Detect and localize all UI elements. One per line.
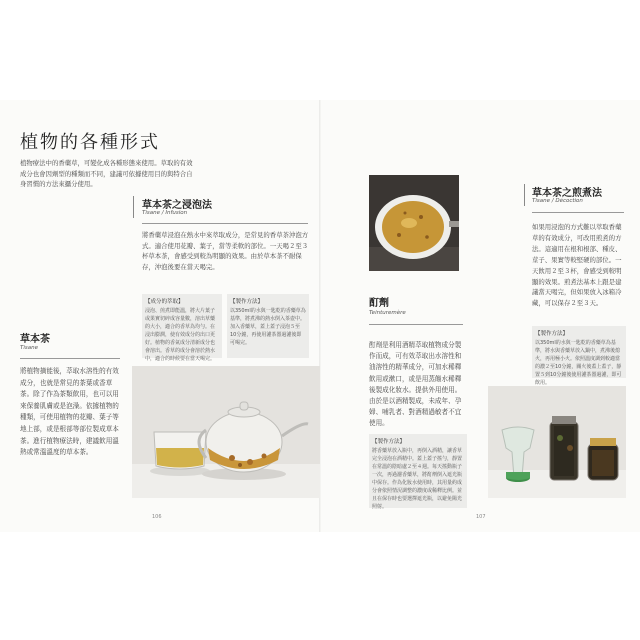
decoction-title: 草本茶之煎煮法 (532, 188, 602, 199)
infusion-box1-text: 浸泡、煎煮即能溫，將大片葉子或果實切碎成容量數，溶出草藥的大小，適合的香草為均勻。在浸出膨潤，使有效成分的出口更好。植物的香氣成分清新成分也會溶出。香草的成分會溶於熱水中，適合的時候要在當天喝完。 (145, 308, 216, 362)
tincture-box-text: 將香藥草放入瓶中，再倒入酒精，讓香草完全浸泡在酒精中。蓋上蓋子搖勻，靜置在常溫的陰暗處２至４週。每天搖動瓶子一次，再過濾香藥草，將酊劑倒入遮光瓶中保存。作為化妝水使用時，其用量約成分會依照情況調整的濃度或稀釋比例。並且在保存時也要選擇遮光瓶，以避免陽光照射。 (372, 448, 463, 510)
infusion-subtitle: Tisane / Infusion (142, 210, 188, 216)
decoction-method-box (532, 326, 626, 386)
infusion-title: 草本茶之浸泡法 (142, 200, 212, 211)
infusion-box1-title: 【成分的萃取】 (145, 299, 184, 305)
tincture-jars-photo (488, 386, 626, 498)
tisane-title: 草本茶 (20, 334, 50, 345)
page-number-right: 107 (476, 514, 486, 520)
decoction-pot-photo (369, 175, 459, 271)
decoction-divider (532, 212, 624, 213)
infusion-box2-text: 以350ml的水與一匙乾的香藥草為基準，將煮沸的熱水倒入茶壺中。加入香藥草，蓋上蓋子浸泡５至10分鐘，再使用濾茶器過濾後即可喝完。 (230, 308, 306, 346)
infusion-extraction-box (142, 294, 222, 362)
tincture-box-title: 【製作方法】 (372, 439, 406, 445)
tincture-divider (369, 324, 463, 325)
tisane-body: 將植物摘能後，萃取水溶性的有效成分，也就是常見的茶葉或香草茶。除了作為茶類飲用，也可以用來保養肌膚或是泡澡。依據植物的種類，可使用植物的花瓣、葉子等地上部，或是根部等部位製成草本茶。進行植物療法時，建議飲用溫熱或常溫溫度的草本茶。 (20, 367, 119, 457)
infusion-body: 將香藥草浸泡在熱水中來萃取成分，是常見的香草茶沖泡方式。適合使用花瓣、葉子，當等柔軟的部位。一天喝２至３杯草本茶，會感受到較為明顯的效果。由於草本茶不耐保存，沖泡後要在當天喝完。 (142, 231, 309, 271)
decoction-box-text: 以350ml的水與一匙乾的香藥草為基準，將水與香藥草放入鍋中，煮沸後熄火，再用極小火。依照溫度調到較適當的濃２至10分鐘，關火後蓋上蓋子，靜置５到10分鐘後使用濾茶器過濾，即可飲用。 (535, 340, 622, 386)
infusion-divider (142, 223, 308, 224)
tincture-method-box (369, 434, 467, 508)
page-number-left: 106 (152, 514, 162, 520)
decoction-box-title: 【製作方法】 (535, 331, 569, 337)
tincture-subtitle: Teinturemère (369, 310, 406, 316)
teapot-photo (132, 366, 320, 498)
decoction-body: 如果用浸泡的方式難以萃取香藥草的有效成分，可改用煎煮的方法。這適用在根和根部、種皮、莖子、果實等較堅硬的部位。一天飲用２至３杯，會感受到較明顯的效果。煎煮法基本上跟是建議當天喝完，但如果放入冰箱冷藏，可以保存２至３天。 (532, 223, 622, 308)
intro-text: 植物療法中的香藥草，可變化成各種形態來使用。草取的有效成分也會因劑型的種類而不同，建議可依據使用目的與特合自身習慣的方法來攝分使用。 (20, 159, 193, 188)
tisane-divider (20, 358, 120, 359)
infusion-method-box (227, 294, 309, 358)
infusion-box2-title: 【製作方法】 (230, 299, 264, 305)
page-title: 植物的各種形式 (20, 132, 160, 153)
infusion-title-rule (133, 196, 134, 218)
tisane-subtitle: Tisane (20, 345, 38, 351)
tincture-body: 酊劑是利用酒精萃取植物成分製作而成，可有效萃取出水溶性和油溶性的精華成分，可加水稀釋飲用或漱口，或是用蒸餾水稀釋後製成化妝水。提供外用使用。由於是以酒精製成，未成年、孕婦、哺乳者、對酒精過敏者不宜使用。 (369, 341, 462, 428)
decoction-title-rule (524, 184, 525, 206)
decoction-subtitle: Tisane / Décoction (532, 198, 583, 204)
tincture-title: 酊劑 (369, 298, 389, 309)
